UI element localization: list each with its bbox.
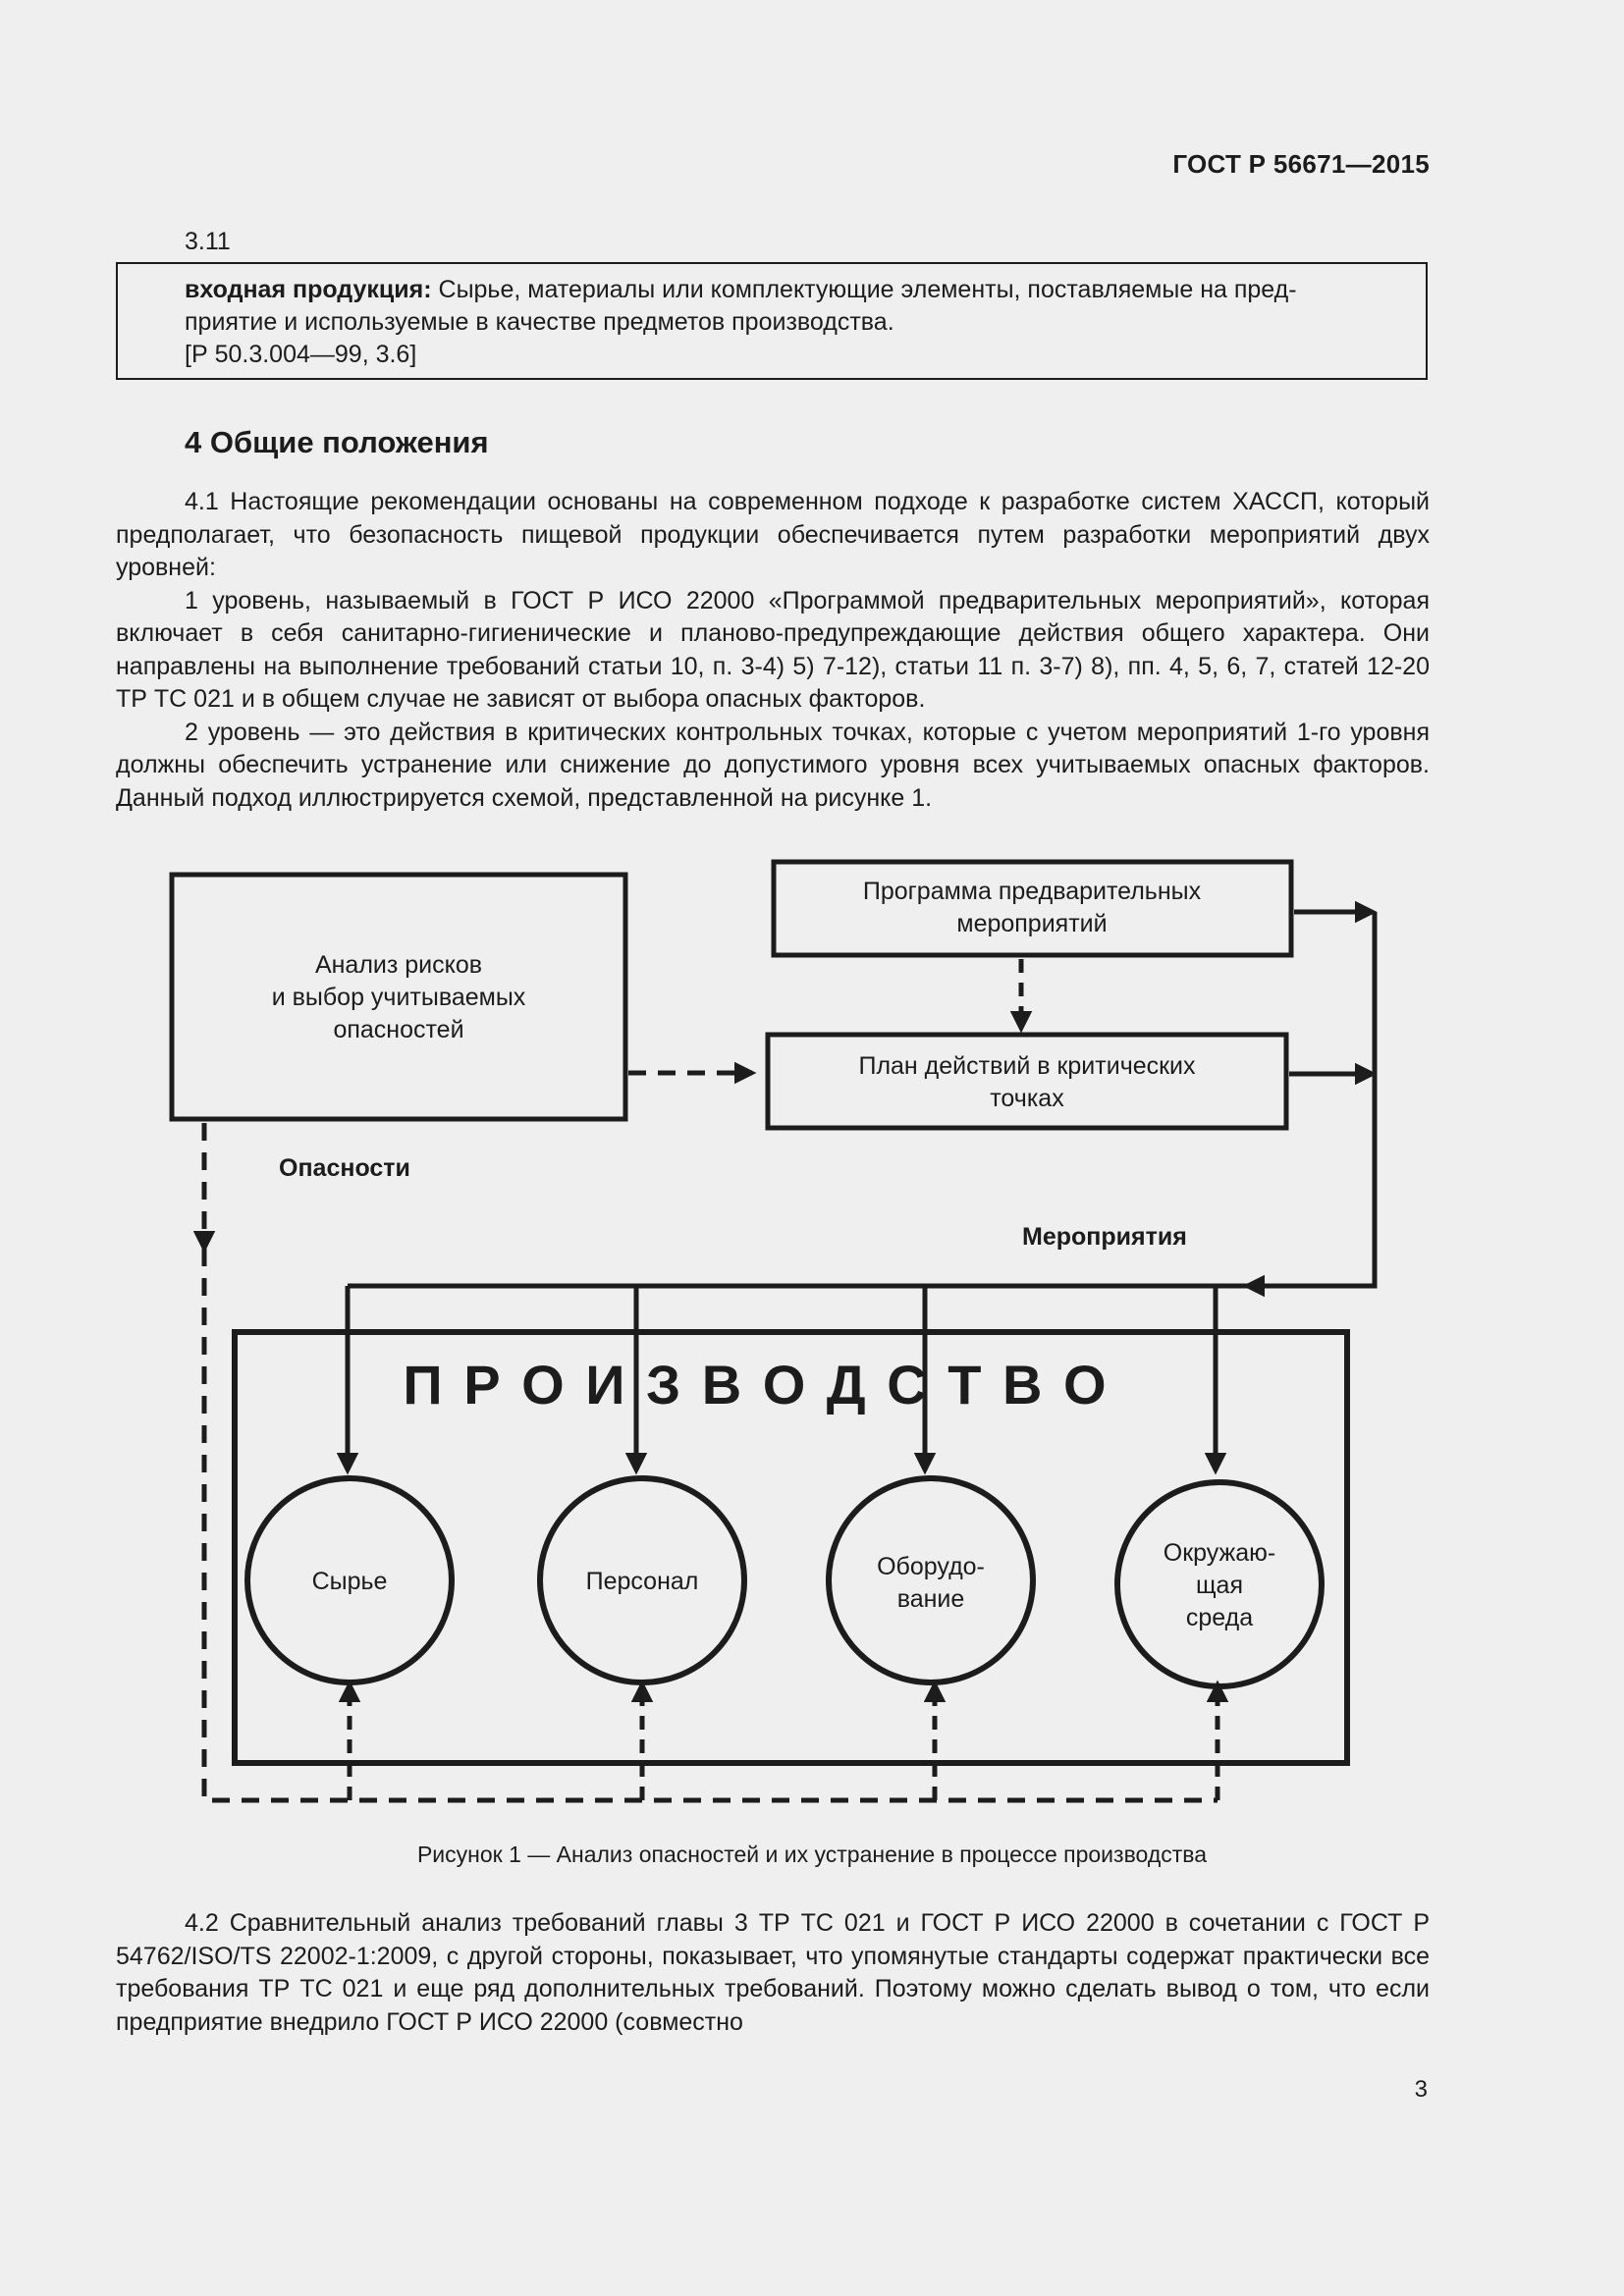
circle-environment-line-3: среда xyxy=(1185,1604,1254,1631)
program-box-line-2: мероприятий xyxy=(956,910,1108,937)
analysis-box-line-2: и выбор учитываемых xyxy=(271,984,526,1011)
document-code: ГОСТ Р 56671—2015 xyxy=(1172,149,1430,179)
text-block-2 xyxy=(116,1907,1430,2039)
figure-caption: Рисунок 1 — Анализ опасностей и их устранение в процессе производства xyxy=(416,1842,1208,1867)
circle-staff-label: Персонал xyxy=(585,1568,699,1595)
measures-label: Мероприятия xyxy=(1022,1223,1187,1251)
circle-equipment xyxy=(829,1478,1033,1682)
plan-box xyxy=(768,1035,1286,1128)
circle-environment-line-2: щая xyxy=(1195,1572,1244,1599)
plan-box-line-2: точках xyxy=(990,1085,1064,1112)
production-title: П Р О И З В О Д С Т В О xyxy=(403,1354,1110,1415)
hazards-label: Опасности xyxy=(279,1154,410,1182)
circle-equipment-line-1: Оборудо- xyxy=(877,1553,985,1580)
term-reference: [Р 50.3.004—99, 3.6] xyxy=(185,341,417,368)
measures-return-line xyxy=(1247,912,1375,1286)
term-name: входная продукция: xyxy=(185,276,432,303)
term-number: 3.11 xyxy=(185,228,231,255)
page-number: 3 xyxy=(1414,2076,1428,2103)
circle-raw-label: Сырье xyxy=(311,1568,388,1595)
section-title: 4 Общие положения xyxy=(185,425,489,459)
paragraph: 1 уровень, называемый в ГОСТ Р ИСО 22000 «Программой предварительных мероприятий», которая включает в себя санитарно-гигиенические и планово-предупреждающие действия общего характера. Они направлены на выполнение требований статьи 10, п. 3-4) 5) 7-12), статьи 11 п. 3-7) 8), пп. 4, 5, 6, 7, статей 12-20 ТР ТС 021 и в общем случае не зависят от выбора опасных факторов. xyxy=(116,586,1430,713)
paragraph: 2 уровень — это действия в критических контрольных точках, которые с учетом мероприятий 1-го уровня должны обеспечить устранение или снижение до допустимого уровня всех учитываемых опасных факторов. Данный подход иллюстрируется схемой, представленной на рисунке 1. xyxy=(116,718,1430,812)
paragraph: 4.1 Настоящие рекомендации основаны на современном подходе к разработке систем ХАССП, который предполагает, что безопасность пищевой продукции обеспечивается путем разработки мероприятий двух уровней: xyxy=(116,488,1430,581)
term-definition-line-1: Сырье, материалы или комплектующие элементы, поставляемые на пред- xyxy=(431,276,1297,303)
term-definition-line-2: приятие и используемые в качестве предметов производства. xyxy=(185,308,894,336)
program-box-line-1: Программа предварительных xyxy=(862,878,1202,905)
analysis-box-line-1: Анализ рисков xyxy=(314,951,483,979)
program-box xyxy=(774,862,1291,955)
analysis-box-line-3: опасностей xyxy=(333,1016,464,1043)
circle-environment-line-1: Окружаю- xyxy=(1163,1539,1276,1567)
plan-box-line-1: План действий в критических xyxy=(858,1052,1196,1080)
paragraph: 4.2 Сравнительный анализ требований главы 3 ТР ТС 021 и ГОСТ Р ИСО 22000 в сочетании с ГОСТ Р 54762/ISO/TS 22002-1:2009, с другой стороны, показывает, что упомянутые стандарты содержат практически все требования ТР ТС 021 и еще ряд дополнительных требований. Поэтому можно сделать вывод о том, что если предприятие внедрило ГОСТ Р ИСО 22000 (совместно xyxy=(116,1909,1430,2036)
circle-equipment-line-2: вание xyxy=(896,1585,965,1613)
